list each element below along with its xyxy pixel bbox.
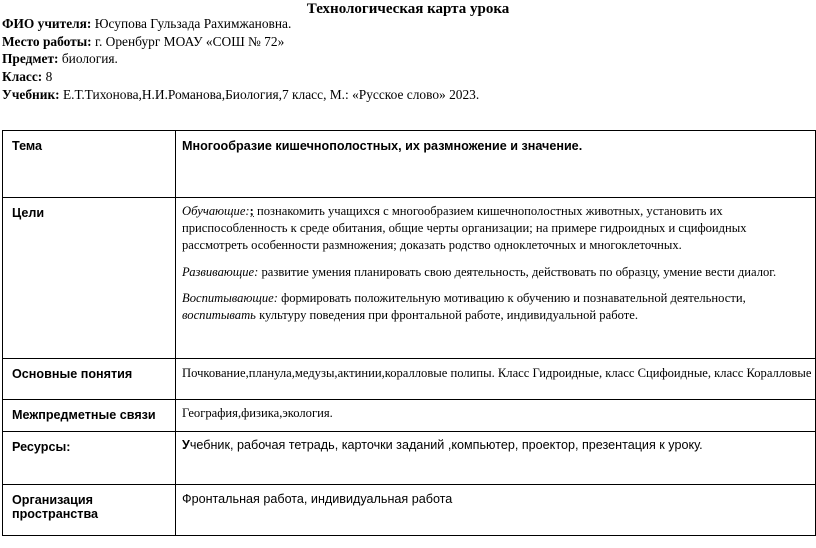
subject-label: Предмет: <box>2 51 59 67</box>
teacher-label: ФИО учителя: <box>2 16 92 31</box>
resursy-value: чебник, рабочая тетрадь, карточки заданий ,компьютер, проектор, презентация к уроку. <box>189 438 703 452</box>
resursy-label: Ресурсы: <box>12 440 71 454</box>
textbook-label: Учебник: <box>2 86 60 102</box>
obuch-colon: ; <box>249 204 254 218</box>
mezh-label: Межпредметные связи <box>12 408 156 422</box>
celi-goals <box>176 198 815 324</box>
tema-value: Многообразие кишечнополостных, их размножение и значение. <box>182 139 583 153</box>
subject-value: биология. <box>58 51 118 67</box>
goal-razv <box>182 264 811 281</box>
org-value: Фронтальная работа, индивидуальная работа <box>182 492 453 506</box>
textbook-value: Е.Т.Тихонова,Н.И.Романова,Биология,7 класс, М.: «Русское слово» 2023. <box>59 86 480 102</box>
class-value: 8 <box>42 69 53 85</box>
ponyatiya-value-cell <box>176 359 816 400</box>
work-value: г. Оренбург МОАУ «СОШ № 72» <box>91 33 285 49</box>
class-line <box>2 68 479 86</box>
ponyatiya-label-cell <box>3 359 176 400</box>
vosp-label: Воспитывающие: <box>182 290 278 305</box>
ponyatiya-value: Почкование,планула,медузы,актинии,коралловые полипы. Класс Гидроидные, класс Сцифоидные, класс Коралловые <box>182 366 812 380</box>
vosp2-text: культуру поведения при фронтальной работе, индивидуальной работе. <box>255 308 638 323</box>
obuch-label: Обучающие: <box>182 204 250 218</box>
table-row-celi <box>3 198 816 359</box>
resursy-value-cell <box>176 432 816 485</box>
celi-label: Цели <box>12 206 45 220</box>
subject-line <box>2 50 479 68</box>
vosp2-label: воспитывать <box>182 308 256 323</box>
work-label: Место работы: <box>2 33 92 49</box>
org-label-cell <box>3 485 176 536</box>
org-value-cell <box>176 485 816 536</box>
table-row-org <box>3 485 816 536</box>
table-row-ponyatiya <box>3 359 816 400</box>
razv-text: развитие умения планировать свою деятельность, действовать по образцу, умение вести диалог. <box>258 264 777 279</box>
resursy-first-letter: У <box>182 438 190 452</box>
vosp-text: формировать положительную мотивацию к обучению и познавательной деятельности, <box>277 290 746 305</box>
table-row-tema <box>3 131 816 198</box>
table-row-mezh <box>3 400 816 432</box>
goal-obuch <box>182 203 811 255</box>
org-label: Организация пространства <box>12 493 99 521</box>
teacher-value: Юсупова Гульзада Рахимжановна. <box>91 16 292 31</box>
ponyatiya-label: Основные понятия <box>12 367 133 381</box>
document-title: Технологическая карта урока <box>306 1 510 17</box>
resursy-label-cell <box>3 432 176 485</box>
class-label: Класс: <box>2 69 43 85</box>
mezh-label-cell <box>3 400 176 432</box>
goal-vosp <box>182 290 811 324</box>
celi-label-cell <box>3 198 176 359</box>
teacher-meta <box>2 15 479 104</box>
razv-label: Развивающие: <box>182 264 259 279</box>
teacher-line <box>2 15 479 33</box>
tema-label-cell <box>3 131 176 198</box>
tema-label: Тема <box>12 139 43 153</box>
table-row-resursy <box>3 432 816 485</box>
tema-value-cell <box>176 131 816 198</box>
celi-value-cell <box>176 198 816 359</box>
resursy-value-wrap <box>176 432 815 452</box>
mezh-value-cell <box>176 400 816 432</box>
work-line <box>2 33 479 51</box>
lesson-card-table <box>2 130 816 536</box>
mezh-value: География,физика,экология. <box>182 406 333 420</box>
obuch-text: познакомить учащихся с многообразием кишечнополостных животных, установить их приспособленность к среде обитания, общие черты организации; на примере гидроидных и сцифоидных рассмотреть особенности размножения; доказать родство одноклеточных и многоклеточных. <box>182 204 747 253</box>
textbook-line <box>2 86 479 104</box>
